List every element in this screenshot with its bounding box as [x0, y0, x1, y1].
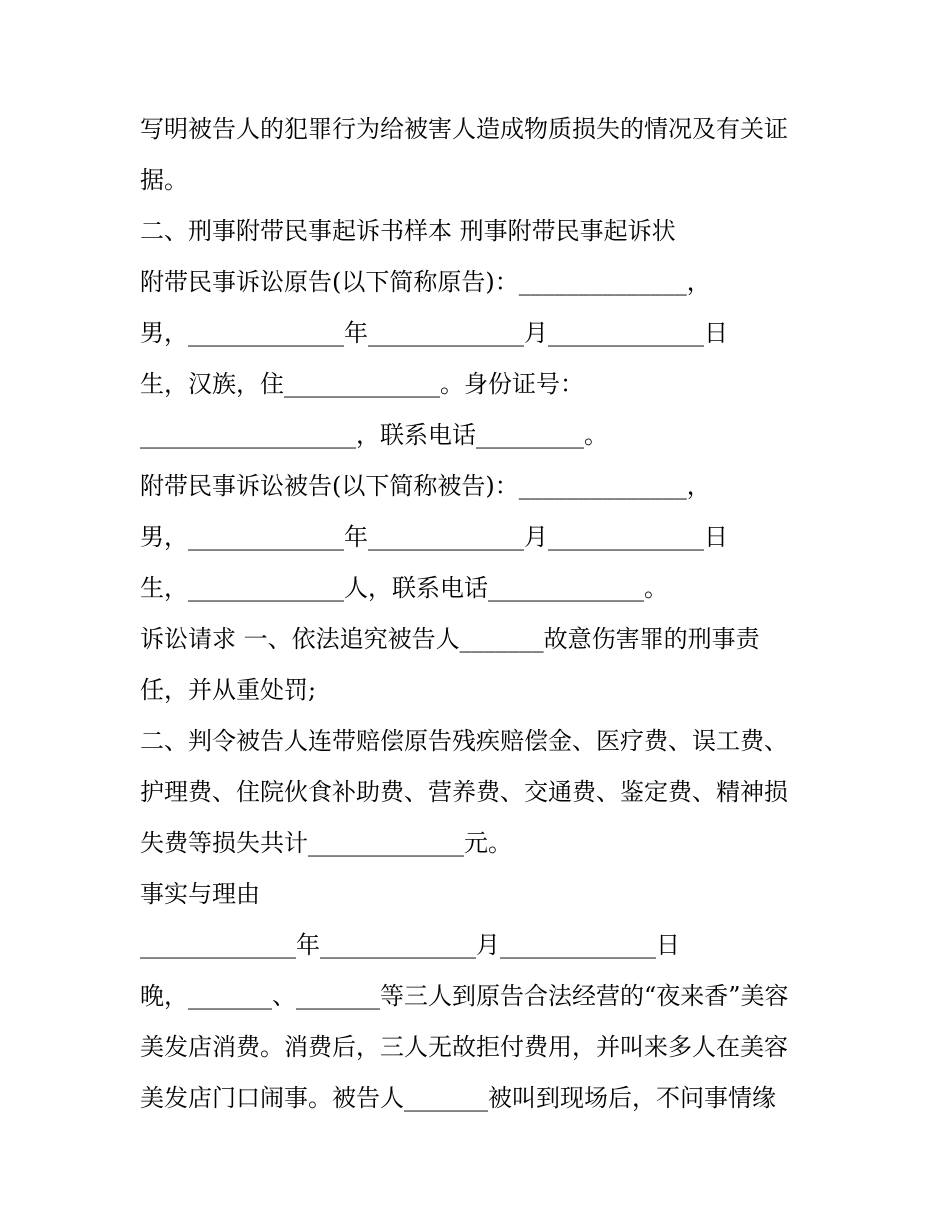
text-line: 写明被告人的犯罪行为给被害人造成物质损失的情况及有关证 — [140, 115, 788, 143]
text-line: 美发店消费。消费后，三人无故拒付费用，并叫来多人在美容 — [140, 1033, 788, 1061]
text-line: 美发店门口闹事。被告人_______被叫到现场后，不问事情缘 — [140, 1084, 776, 1112]
text-line: 任，并从重处罚; — [140, 676, 317, 704]
section-heading: 二、刑事附带民事起诉书样本 刑事附带民事起诉状 — [140, 217, 676, 245]
text-line: 据。 — [140, 166, 188, 194]
text-line: 二、判令被告人连带赔偿原告残疾赔偿金、医疗费、误工费、 — [140, 727, 788, 755]
text-line: 诉讼请求 一、依法追究被告人_______故意伤害罪的刑事责 — [140, 625, 760, 653]
text-line: 附带民事诉讼原告(以下简称原告)：______________， — [140, 268, 711, 296]
text-line: __________________，联系电话_________。 — [140, 421, 608, 449]
text-line: 护理费、住院伙食补助费、营养费、交通费、鉴定费、精神损 — [140, 778, 788, 806]
text-line: _____________年_____________月_____________日 — [140, 931, 680, 959]
text-line: 晚，_______、_______等三人到原告合法经营的“夜来香”美容 — [140, 982, 789, 1010]
text-line: 生，汉族，住_____________。身份证号： — [140, 370, 584, 398]
section-heading: 事实与理由 — [140, 880, 260, 908]
text-line: 生，_____________人，联系电话_____________。 — [140, 574, 668, 602]
text-line: 失费等损失共计_____________元。 — [140, 829, 512, 857]
text-line: 附带民事诉讼被告(以下简称被告)：______________， — [140, 472, 711, 500]
text-line: 男，_____________年_____________月_____________日 — [140, 319, 728, 347]
text-line: 男，_____________年_____________月_____________日 — [140, 523, 728, 551]
